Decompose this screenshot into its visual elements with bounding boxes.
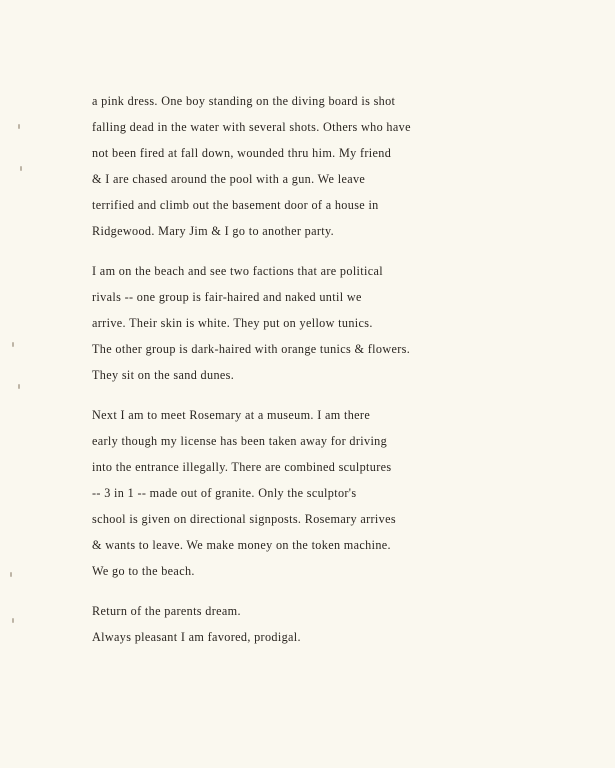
text-line: Return of the parents dream.: [92, 604, 241, 618]
text-line: terrified and climb out the basement door of a house in: [92, 198, 379, 212]
paragraph-gap: [92, 244, 512, 258]
margin-mark: [12, 618, 14, 623]
text-line: Always pleasant I am favored, prodigal.: [92, 630, 301, 644]
text-line: school is given on directional signposts. Rosemary arrives: [92, 512, 396, 526]
text-line: -- 3 in 1 -- made out of granite. Only the sculptor's: [92, 486, 357, 500]
paragraph-parents-dream: [92, 598, 512, 650]
paragraph-gap: [92, 584, 512, 598]
text-line: arrive. Their skin is white. They put on yellow tunics.: [92, 316, 373, 330]
text-line: They sit on the sand dunes.: [92, 368, 235, 382]
paragraph-gap: [92, 388, 512, 402]
margin-mark: [10, 572, 12, 577]
text-line: The other group is dark-haired with orange tunics & flowers.: [92, 342, 411, 356]
text-line: Ridgewood. Mary Jim & I go to another party.: [92, 224, 335, 238]
text-line: & wants to leave. We make money on the token machine.: [92, 538, 391, 552]
text-line: We go to the beach.: [92, 564, 195, 578]
margin-mark: [20, 166, 22, 171]
text-line: I am on the beach and see two factions that are political: [92, 264, 384, 278]
margin-mark: [18, 124, 20, 129]
margin-mark: [18, 384, 20, 389]
margin-mark: [12, 342, 14, 347]
text-line: not been fired at fall down, wounded thru him. My friend: [92, 146, 392, 160]
text-line: rivals -- one group is fair-haired and naked until we: [92, 290, 362, 304]
text-line: early though my license has been taken away for driving: [92, 434, 388, 448]
paragraph-pool-dream: [92, 88, 512, 244]
text-line: & I are chased around the pool with a gun. We leave: [92, 172, 366, 186]
text-line: Next I am to meet Rosemary at a museum. I am there: [92, 408, 371, 422]
text-line: into the entrance illegally. There are combined sculptures: [92, 460, 392, 474]
typed-text-body: [92, 88, 512, 650]
paragraph-beach-factions: [92, 258, 512, 388]
text-line: a pink dress. One boy standing on the diving board is shot: [92, 94, 396, 108]
paragraph-museum: [92, 402, 512, 584]
text-line: falling dead in the water with several shots. Others who have: [92, 120, 411, 134]
